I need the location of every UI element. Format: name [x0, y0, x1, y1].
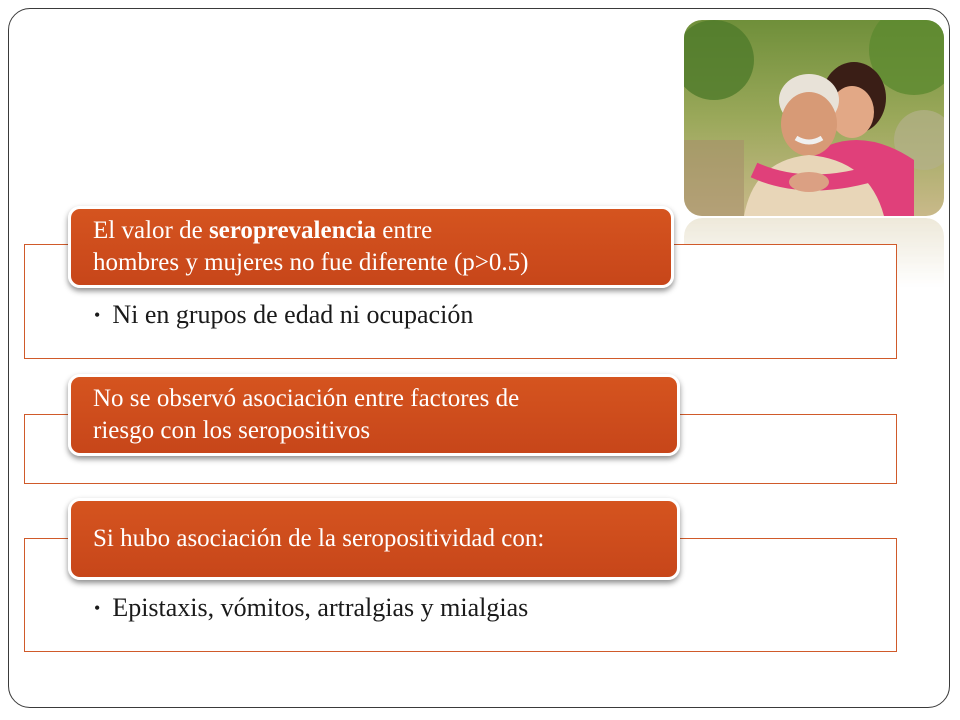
group-header-3: [68, 498, 680, 580]
group-header-2: [68, 374, 680, 456]
header-text: entre: [376, 217, 433, 244]
header-text: El valor de: [93, 217, 209, 244]
header-text: riesgo con los seropositivos: [93, 417, 371, 444]
header-text: Si hubo asociación de la seropositividad con:: [93, 525, 545, 552]
elderly-couple-photo: [684, 20, 944, 216]
bullet-text: Epistaxis, vómitos, artralgias y mialgias: [112, 593, 529, 622]
header-text: No se observó asociación entre factores de: [93, 385, 520, 412]
group-header-1: [68, 206, 674, 288]
bullet-icon: •: [94, 597, 101, 618]
bullet-item-2: [94, 593, 528, 623]
bullet-text: Ni en grupos de edad ni ocupación: [112, 300, 474, 329]
header-text: hombres y mujeres no fue diferente (p>0.5): [93, 249, 529, 276]
bullet-item-1: [94, 300, 473, 330]
bullet-icon: •: [94, 304, 101, 325]
header-emphasis: seroprevalencia: [208, 217, 377, 244]
